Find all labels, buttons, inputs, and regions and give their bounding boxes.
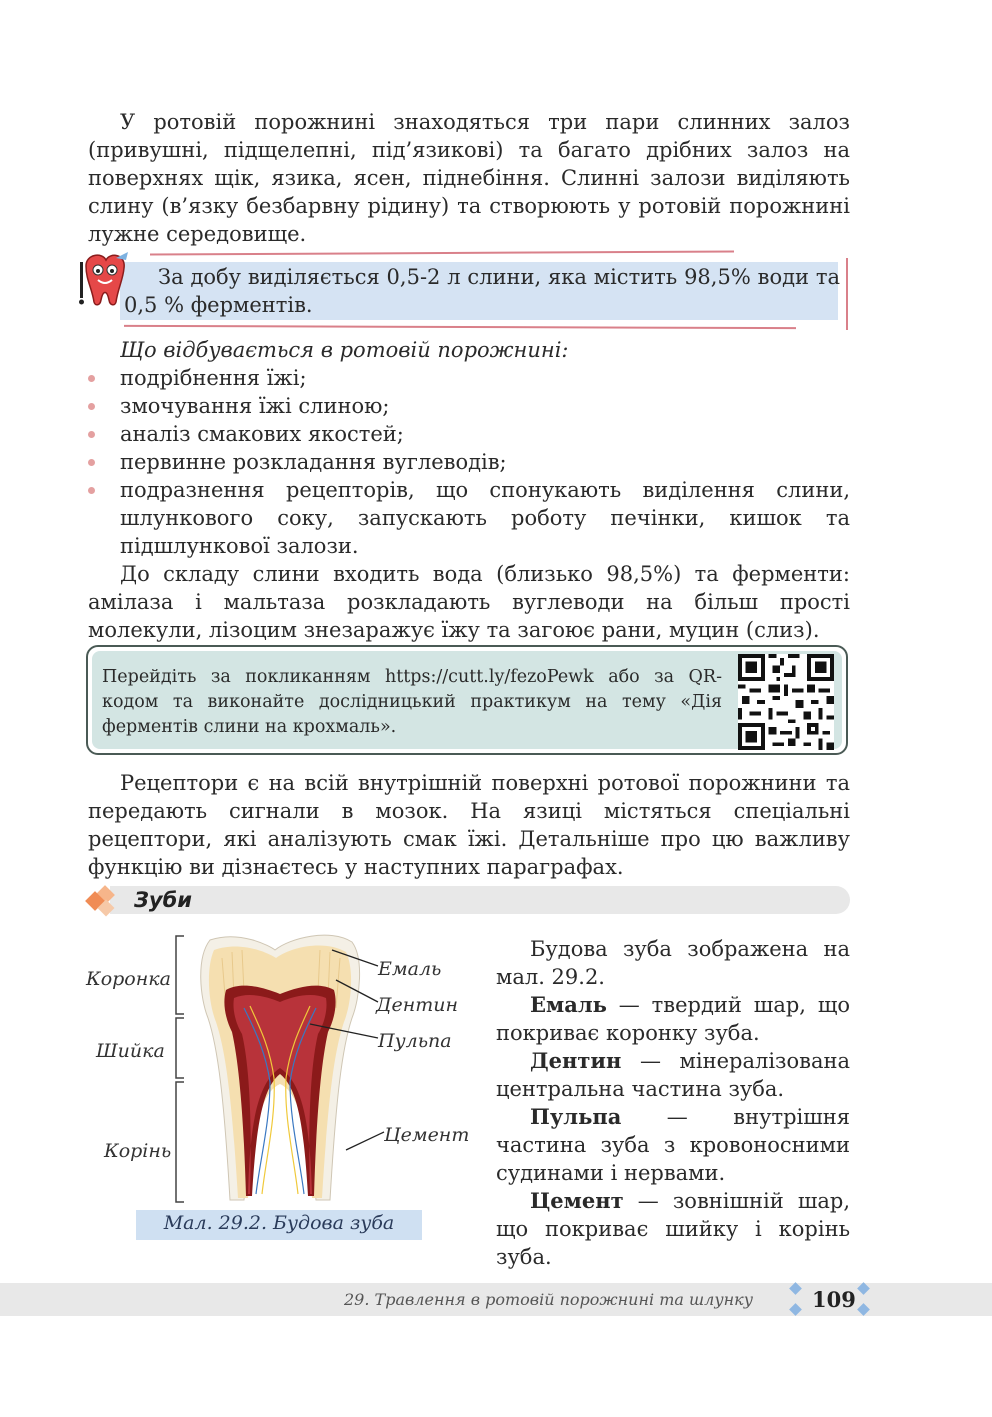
page-number: 109: [812, 1287, 856, 1312]
label-root: Корінь: [104, 1140, 172, 1162]
list-item: подразнення рецепторів, що спонукають виділення слини, шлункового соку, запускають роботу печінки, кишок та підшлункової залози.: [88, 476, 850, 560]
list-item: первинне розкладання вуглеводів;: [88, 448, 850, 476]
receptors-text: Рецептори є на всій внутрішній поверхні ротової порожнини та передають сигнали в мозок. На язиці містяться спеціальні рецептори, які аналізують смак їжі. Детальніше про цю важливу функцію ви дізнаєтесь у наступних параграфах.: [88, 771, 850, 879]
section-bar: [110, 886, 850, 914]
description-item: Дентин — мінералізована центральна частина зуба.: [496, 1048, 850, 1101]
saliva-text: До складу слини входить вода (близько 98,5%) та ферменти: амілаза і мальтаза розкладають вуглеводи на більш прості молекули, лізоцим знезаражує їжу та загоює рани, муцин (слиз).: [88, 562, 850, 642]
label-cement: Цемент: [384, 1124, 470, 1146]
fact-top-line: [150, 250, 734, 255]
footer-chapter: 29. Травлення в ротовій порожнині та шлунку: [344, 1290, 753, 1309]
figure-caption: Мал. 29.2. Будова зуба: [163, 1212, 395, 1234]
label-dentin: Дентин: [376, 994, 458, 1016]
link-text[interactable]: Перейдіть за покликанням https://cutt.ly/fezoPewk або за QR-кодом та виконайте дослідницький практикум на тему «Дія ферментів слини на крохмаль».: [102, 667, 722, 737]
description-item: Пульпа — внутрішня частина зуба з кровоносними судинами і нервами.: [496, 1104, 850, 1185]
label-pulp: Пульпа: [378, 1030, 452, 1052]
list-item: змочування їжі слиною;: [88, 392, 850, 420]
bullet-icon: [88, 431, 95, 438]
description-item: Емаль — твердий шар, що покриває коронку зуба.: [496, 992, 850, 1045]
fact-paragraph: [124, 263, 840, 319]
processes-heading: Що відбувається в ротовій порожнині:: [120, 338, 569, 362]
list-item: подрібнення їжі;: [88, 364, 850, 392]
intro-paragraph: [88, 108, 850, 248]
description-intro: Будова зуба зображена на мал. 29.2.: [496, 937, 850, 989]
section-diamonds-icon: [84, 884, 130, 920]
bullet-icon: [88, 375, 95, 382]
bullet-icon: [88, 459, 95, 466]
bullet-icon: [88, 403, 95, 410]
bullet-icon: [88, 487, 95, 494]
section-title: Зуби: [134, 888, 192, 912]
label-neck: Шийка: [96, 1040, 165, 1062]
receptors-paragraph: [88, 769, 850, 881]
label-enamel: Емаль: [378, 958, 442, 980]
description-item: Цемент — зовнішній шар, що покриває шийку і корінь зуба.: [496, 1188, 850, 1269]
saliva-paragraph: [88, 560, 850, 644]
intro-text: У ротовій порожнині знаходяться три пари слинних залоз (привушні, підщелепні, під’язикові) та багато дрібних залоз на поверхнях щік, язика, ясен, піднебіння. Слинні залози виділяють слину (в’язку безбарвну рідину) та створюють у ротовій порожнині лужне середовище.: [88, 110, 850, 246]
qr-code-icon[interactable]: [738, 654, 834, 750]
fact-bottom-line: [124, 325, 796, 329]
list-item: аналіз смакових якостей;: [88, 420, 850, 448]
processes-list: [88, 364, 850, 560]
label-crown: Коронка: [86, 968, 171, 990]
tooth-description: [496, 935, 850, 1271]
fact-text: За добу виділяється 0,5-2 л слини, яка містить 98,5% води та 0,5 % ферментів.: [124, 265, 840, 317]
fact-right-line: [846, 258, 848, 330]
